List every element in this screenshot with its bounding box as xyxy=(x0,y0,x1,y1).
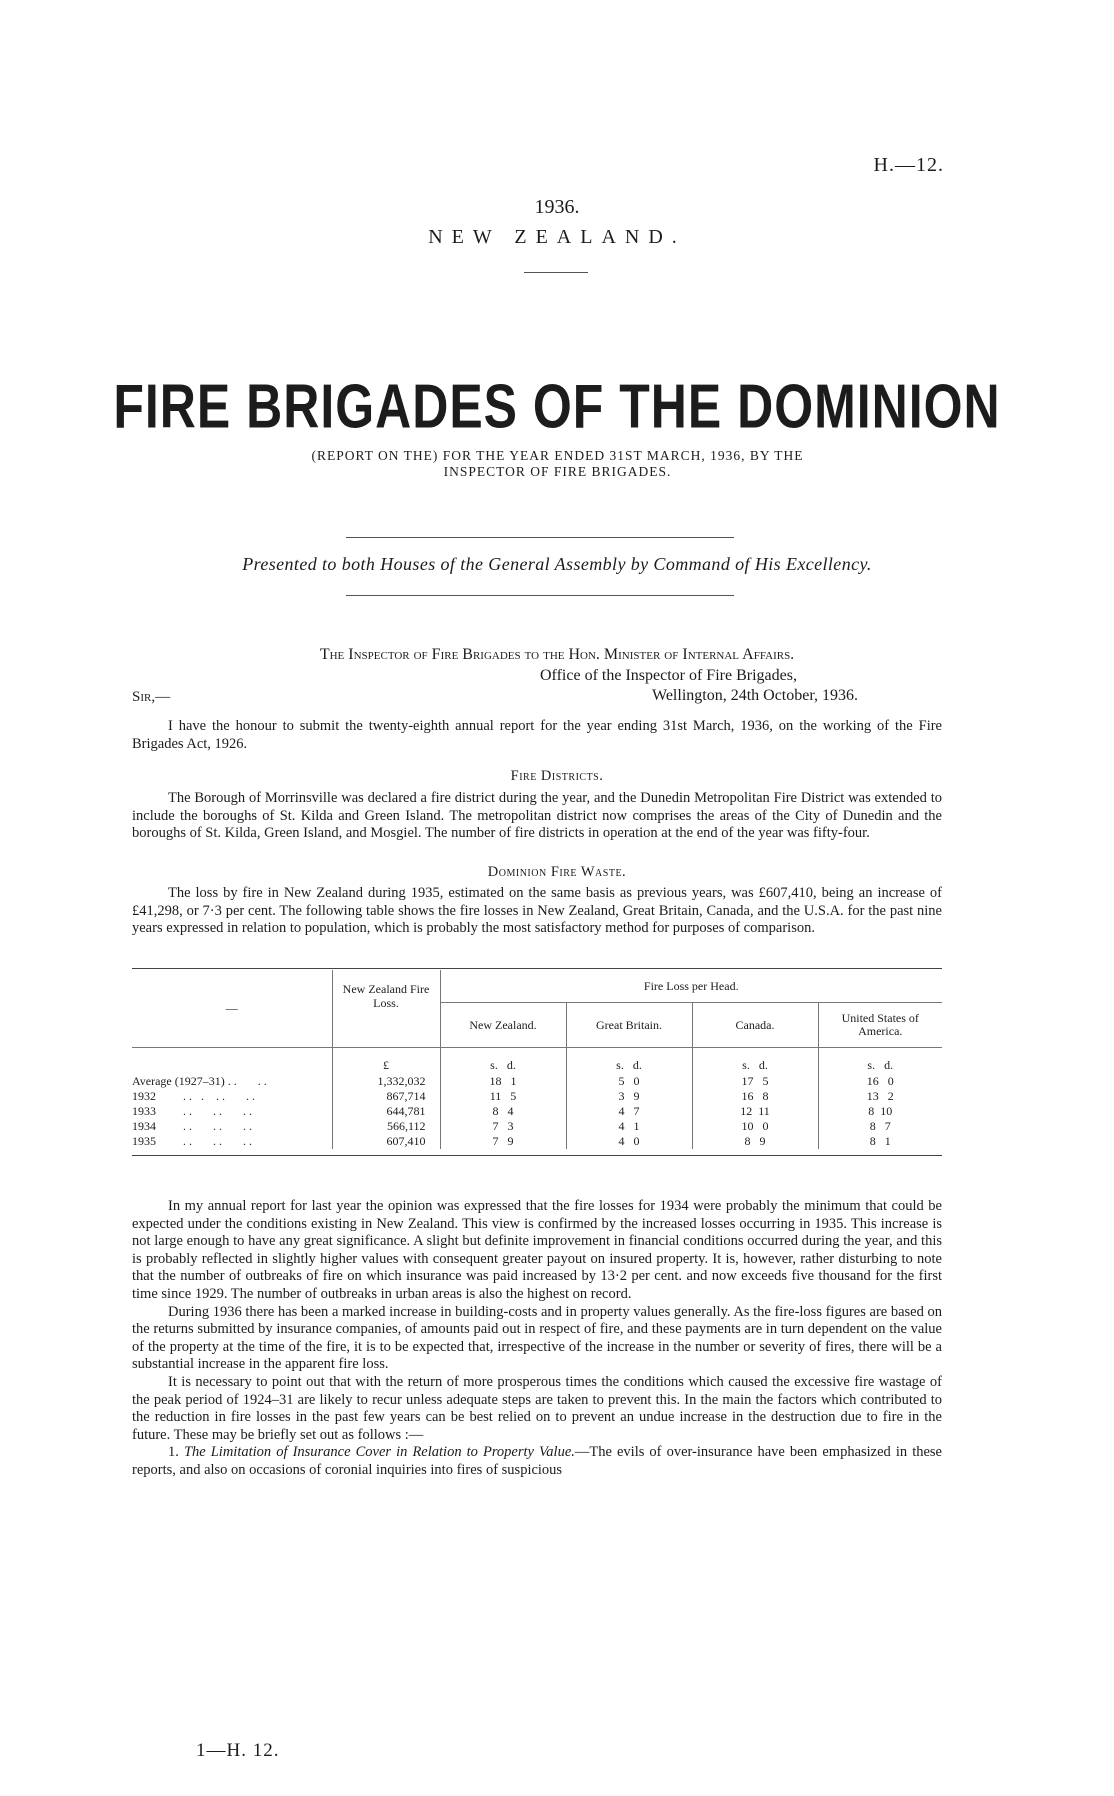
presented-line: Presented to both Houses of the General Assembly by Command of His Excellency. xyxy=(242,554,872,574)
subtitle-line: (REPORT ON THE) FOR THE YEAR ENDED 31ST MARCH, 1936, BY THE xyxy=(311,448,804,463)
table-units-row xyxy=(132,1048,942,1075)
table-header-row xyxy=(132,970,942,1003)
col-great-britain: Great Britain. xyxy=(566,1003,692,1048)
main-title: FIRE BRIGADES OF THE DOMINION xyxy=(113,371,1001,442)
unit-sd: s. d. xyxy=(440,1048,566,1075)
subtitle-line: INSPECTOR OF FIRE BRIGADES. xyxy=(443,464,672,479)
section-heading: Dominion Fire Waste. xyxy=(487,864,627,880)
col-canada: Canada. xyxy=(692,1003,818,1048)
cell-nz: 18 1 xyxy=(440,1074,566,1089)
table-rule xyxy=(132,1155,942,1156)
office-line: Office of the Inspector of Fire Brigades, xyxy=(540,667,797,684)
document-year: 1936. xyxy=(534,196,580,218)
discussion-block xyxy=(132,1198,942,1480)
cell-nz: 11 5 xyxy=(440,1089,566,1104)
cell-loss: 1,332,032 xyxy=(332,1074,440,1089)
item-text: —The evils of over-insurance have been emphasized in these reports, and also on occasions of coronial inquiries into fires of suspicious xyxy=(132,1444,942,1478)
cell-us: 8 1 xyxy=(869,1134,891,1148)
cell-ca: 10 0 xyxy=(692,1119,818,1134)
fire-loss-table xyxy=(132,970,942,1149)
cell-ca: 17 5 xyxy=(692,1074,818,1089)
intro-paragraph: I have the honour to submit the twenty-eighth annual report for the year ending 31st March, 1936, on the working of the Fire Brigades Act, 1926. xyxy=(132,718,942,752)
corner-dash: — xyxy=(225,1001,238,1015)
cell-ca: 16 8 xyxy=(692,1089,818,1104)
cell-ca: 8 9 xyxy=(692,1134,818,1149)
letter-address: The Inspector of Fire Brigades to the Hon. Minister of Internal Affairs. xyxy=(319,646,795,663)
cell-gb: 4 7 xyxy=(566,1104,692,1119)
cell-us: 16 0 xyxy=(866,1074,894,1088)
unit-sd: s. d. xyxy=(566,1048,692,1075)
divider xyxy=(346,595,734,596)
item-title: The Limitation of Insurance Cover in Relation to Property Value. xyxy=(183,1444,575,1461)
row-label: 1934 . . . . . . xyxy=(132,1119,252,1133)
unit-pound: £ xyxy=(332,1048,440,1075)
units-blank xyxy=(132,1048,332,1075)
cell-gb: 5 0 xyxy=(566,1074,692,1089)
section-heading: Fire Districts. xyxy=(510,768,604,784)
intro-block xyxy=(132,718,942,753)
cell-loss: 867,714 xyxy=(332,1089,440,1104)
cell-loss: 566,112 xyxy=(332,1119,440,1134)
table-rule xyxy=(132,968,942,969)
cell-nz: 7 3 xyxy=(440,1119,566,1134)
item-number: 1. xyxy=(168,1444,179,1461)
subtitle xyxy=(230,448,885,480)
row-label: 1935 . . . . . . xyxy=(132,1134,252,1148)
unit-sd: s. d. xyxy=(867,1057,894,1072)
unit-sd: s. d. xyxy=(692,1048,818,1075)
row-label: 1933 . . . . . . xyxy=(132,1104,252,1118)
cell-gb: 3 9 xyxy=(566,1089,692,1104)
cell-gb: 4 0 xyxy=(566,1134,692,1149)
fire-districts-paragraph: The Borough of Morrinsville was declared a fire district during the year, and the Dunedin Metropolitan Fire District was extended to include the boroughs of St. Kilda and Green Island. The metropolitan district now comprises the areas of the City of Dunedin and the boroughs of St. Kilda, Green Island, and Mosgiel. The number of fire districts in operation at the end of the year was fifty-four. xyxy=(132,790,942,842)
divider xyxy=(524,272,588,273)
cell-nz: 8 4 xyxy=(440,1104,566,1119)
country-name: NEW ZEALAND. xyxy=(428,226,686,248)
col-usa: United States of America. xyxy=(841,1011,919,1038)
page-reference: H.—12. xyxy=(873,154,944,176)
col-new-zealand: New Zealand. xyxy=(440,1003,566,1048)
cell-ca: 12 11 xyxy=(692,1104,818,1119)
table-row xyxy=(132,1074,942,1089)
cell-loss: 644,781 xyxy=(332,1104,440,1119)
paragraph: It is necessary to point out that with the return of more prosperous times the conditions which caused the excessive fire wastage of the peak period of 1924–31 are likely to recur unless adequate steps are taken to prevent this. In the main the factors which contributed to the reduction in fire losses in the past few years can be best relied on to prevent an undue increase in the destruction due to fire in the future. These may be briefly set out as follows :— xyxy=(132,1373,942,1443)
table-row xyxy=(132,1134,942,1149)
page-footer: 1—H. 12. xyxy=(196,1740,280,1761)
nz-fire-loss-header: New Zealand Fire Loss. xyxy=(332,970,440,1048)
cell-nz: 7 9 xyxy=(440,1134,566,1149)
cell-us: 8 10 xyxy=(868,1104,893,1118)
cell-us: 8 7 xyxy=(869,1119,891,1133)
table-row xyxy=(132,1119,942,1134)
divider xyxy=(346,537,734,538)
paragraph: During 1936 there has been a marked increase in building-costs and in property values generally. As the fire-loss figures are based on the returns submitted by insurance companies, of amounts paid out in respect of fire, and these payments are in turn dependent on the value of the property at the time of the fire, it is to be expected that, irrespective of the increase in the number or severity of fires, there will be a substantial increase in the apparent fire loss. xyxy=(132,1303,942,1373)
row-label: 1932 . . . . . . . xyxy=(132,1089,255,1103)
fire-loss-table-wrapper xyxy=(132,968,942,1156)
row-label: Average (1927–31) . . . . xyxy=(132,1074,267,1088)
numbered-item xyxy=(132,1444,942,1479)
fire-districts-block xyxy=(132,790,942,843)
table-row xyxy=(132,1104,942,1119)
office-date: Wellington, 24th October, 1936. xyxy=(652,687,859,704)
fire-waste-block xyxy=(132,885,942,938)
per-head-header: Fire Loss per Head. xyxy=(440,970,942,1003)
paragraph: In my annual report for last year the opinion was expressed that the fire losses for 1934 were probably the minimum that could be expected under the conditions existing in New Zealand. This view is confirmed by the increased losses occurring in 1935. This increase is not large enough to have any great significance. A slight but definite improvement in financial conditions occurred during the year, and this is probably reflected in slightly higher values with consequent greater payout on insured property. It is, however, rather disturbing to note that the number of outbreaks of fire on which insurance was paid increased by 13·2 per cent. and now exceeds five thousand for the first time since 1929. The number of outbreaks in urban areas is also the highest on record. xyxy=(132,1198,942,1302)
salutation: Sir,— xyxy=(132,689,171,705)
table-row xyxy=(132,1089,942,1104)
cell-gb: 4 1 xyxy=(566,1119,692,1134)
fire-waste-paragraph: The loss by fire in New Zealand during 1935, estimated on the same basis as previous years, was £607,410, being an increase of £41,298, or 7·3 per cent. The following table shows the fire losses in New Zealand, Great Britain, Canada, and the U.S.A. for the past nine years expressed in relation to population, which is probably the most satisfactory method for purposes of comparison. xyxy=(132,885,942,937)
cell-loss: 607,410 xyxy=(332,1134,440,1149)
cell-us: 13 2 xyxy=(866,1089,894,1103)
